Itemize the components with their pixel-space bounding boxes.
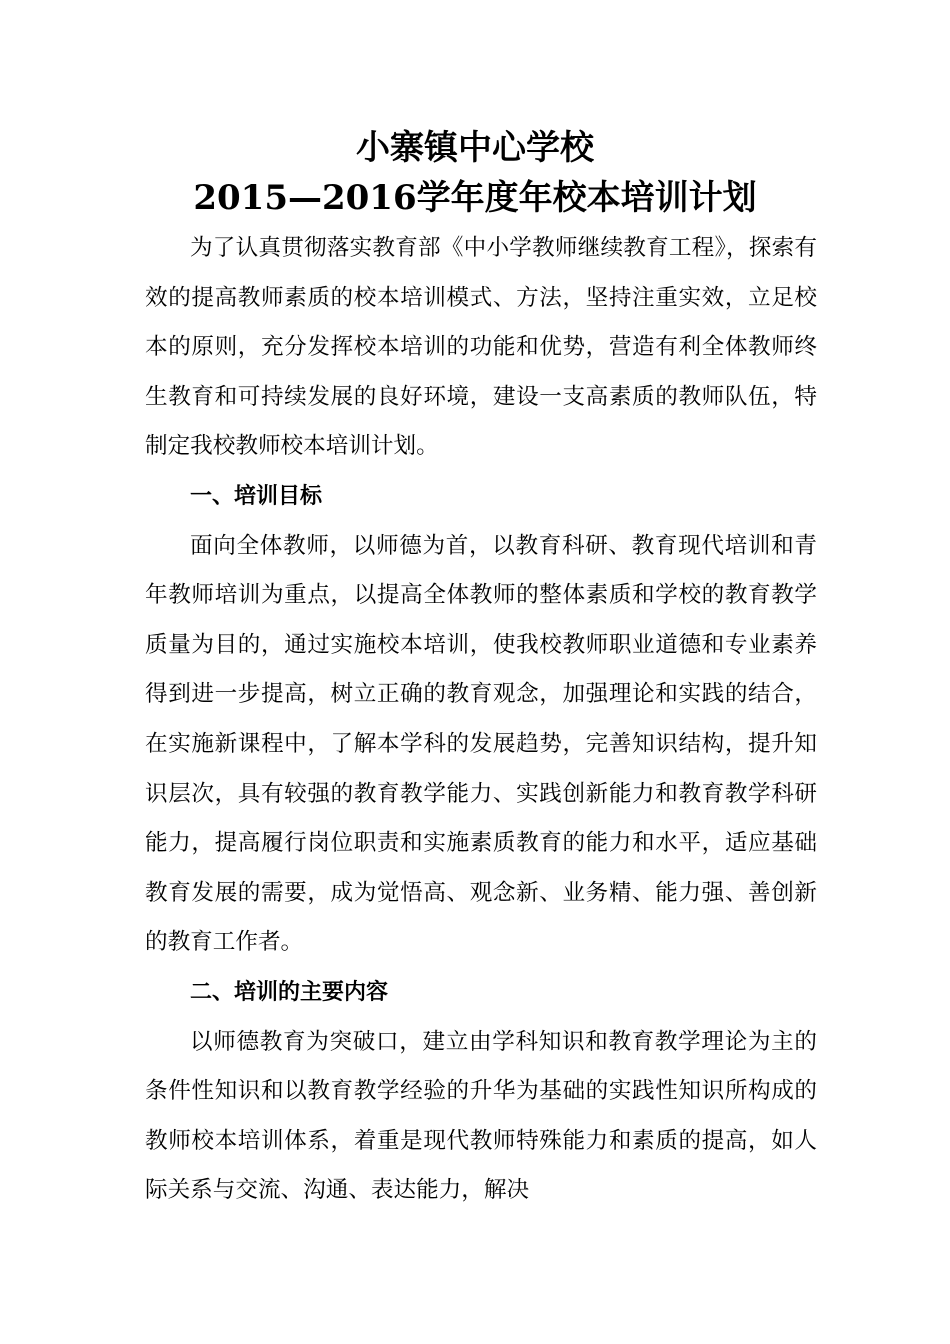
- document-title-school: 小寨镇中心学校: [356, 128, 594, 168]
- document-title-plan: 2015—2016学年度年校本培训计划: [193, 178, 757, 218]
- intro-paragraph: 为了认真贯彻落实教育部《中小学教师继续教育工程》，探索有效的提高教师素质的校本培训模式、方法，坚持注重实效，立足校本的原则，充分发挥校本培训的功能和优势，营造有利全体教师终生教育和可持续发展的良好环境，建设一支高素质的教师队伍，特制定我校教师校本培训计划。: [145, 235, 817, 460]
- section-paragraph-content: 以师德教育为突破口，建立由学科知识和教育教学理论为主的条件性知识和以教育教学经验的升华为基础的实践性知识所构成的教师校本培训体系，着重是现代教师特殊能力和素质的提高，如人际关系与交流、沟通、表达能力，解决: [145, 1028, 817, 1204]
- document-body: [145, 224, 817, 1216]
- section-heading-content: 二、培训的主要内容: [190, 979, 389, 1005]
- section-heading-goals: 一、培训目标: [190, 483, 323, 509]
- section-paragraph-goals: 面向全体教师，以师德为首，以教育科研、教育现代培训和青年教师培训为重点，以提高全体教师的整体素质和学校的教育教学质量为目的，通过实施校本培训，使我校教师职业道德和专业素养得到进一步提高，树立正确的教育观念，加强理论和实践的结合，在实施新课程中，了解本学科的发展趋势，完善知识结构，提升知识层次，具有较强的教育教学能力、实践创新能力和教育教学科研能力，提高履行岗位职责和实施素质教育的能力和水平，适应基础教育发展的需要，成为觉悟高、观念新、业务精、能力强、善创新的教育工作者。: [145, 532, 817, 956]
